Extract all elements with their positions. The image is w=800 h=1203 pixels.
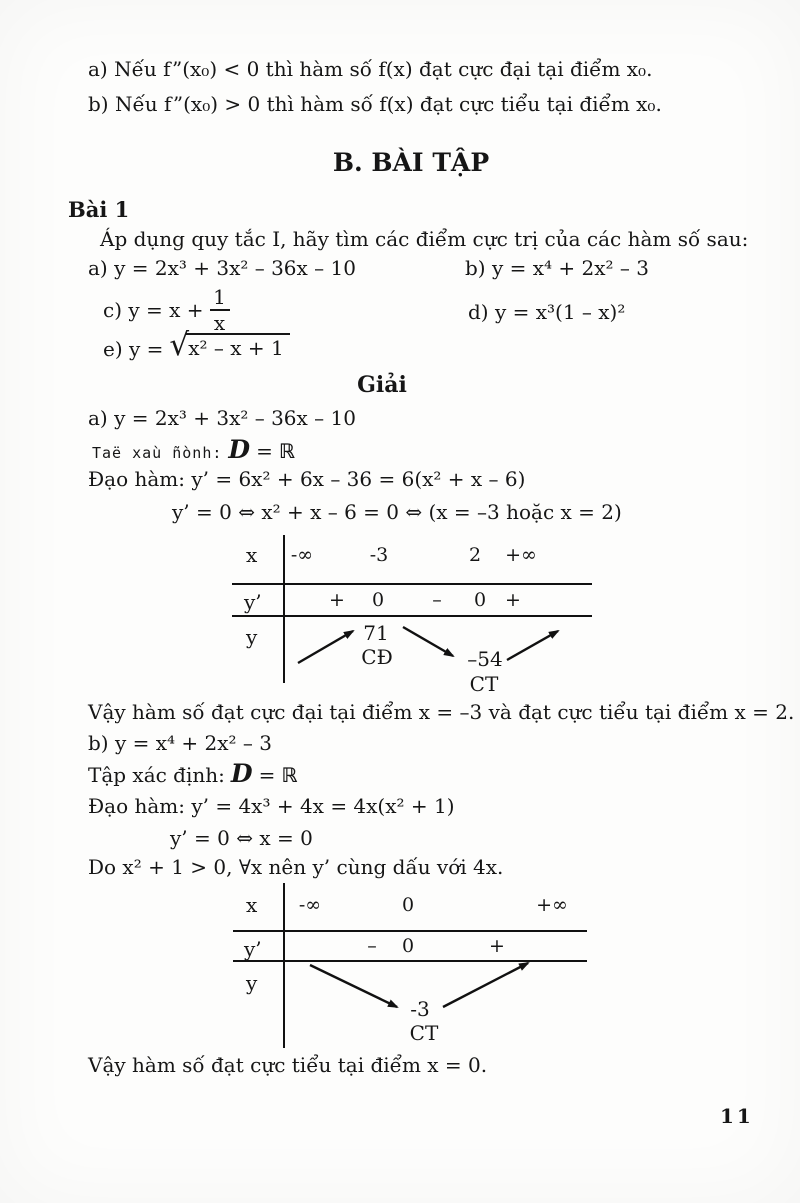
x-value: -3: [369, 544, 389, 566]
solution-b-title: b) y = x⁴ + 2x² – 3: [88, 731, 272, 755]
fraction-numerator: 1: [213, 285, 226, 309]
sign-cell: +: [505, 589, 521, 611]
sign-cell: –: [367, 935, 377, 957]
x-value: -∞: [290, 544, 314, 566]
x-value: +∞: [536, 894, 568, 916]
row-yprime-label: y’: [244, 937, 262, 961]
x-value: -∞: [298, 894, 322, 916]
maximum-label: CĐ: [361, 645, 393, 669]
sign-cell: –: [432, 589, 442, 611]
minimum-value: -3: [410, 997, 430, 1021]
row-yprime-label: y’: [244, 590, 262, 614]
domain-label-garbled: Taë xaù ñònh:: [92, 444, 223, 462]
variation-table-1: [228, 535, 610, 703]
row-x-label: x: [246, 543, 258, 567]
solution-a-conclusion: Vậy hàm số đạt cực đại tại điểm x = –3 và đạt cực tiểu tại điểm x = 2.: [88, 700, 795, 724]
table-horizontal-line-1: [233, 930, 587, 932]
minimum-label: CT: [469, 672, 499, 696]
section-heading: B. BÀI TẬP: [332, 148, 490, 177]
solution-a-domain: [92, 437, 295, 463]
decrease-arrow: [399, 622, 461, 664]
page-number: 11: [720, 1104, 754, 1128]
table-vertical-line: [283, 883, 285, 1048]
real-numbers-symbol: ℝ: [278, 439, 295, 463]
sign-cell: +: [329, 589, 345, 611]
sign-cell: 0: [371, 589, 385, 611]
sign-cell: +: [489, 935, 505, 957]
x-value: +∞: [505, 544, 537, 566]
sign-cell: 0: [401, 935, 415, 957]
problem-c: [103, 286, 230, 334]
minimum-label: CT: [409, 1021, 439, 1045]
solution-b-derivative: Đạo hàm: y’ = 4x³ + 4x = 4x(x² + 1): [88, 794, 455, 818]
script-d-symbol: D: [228, 435, 251, 464]
domain-label: Tập xác định:: [88, 763, 225, 787]
real-numbers-symbol: ℝ: [281, 763, 298, 787]
equals-sign: =: [258, 763, 276, 787]
table-vertical-line: [283, 535, 285, 683]
problem-a: a) y = 2x³ + 3x² – 36x – 10: [88, 256, 356, 280]
theorem-line-b: b) Nếu f”(x₀) > 0 thì hàm số f(x) đạt cực tiểu tại điểm x₀.: [88, 92, 662, 116]
solution-a-roots: y’ = 0 ⇔ x² + x – 6 = 0 ⇔ (x = –3 hoặc x = 2): [172, 500, 622, 524]
row-y-label: y: [246, 625, 258, 649]
solution-b-conclusion: Vậy hàm số đạt cực tiểu tại điểm x = 0.: [88, 1053, 488, 1077]
exercise-prompt: Áp dụng quy tắc I, hãy tìm các điểm cực trị của các hàm số sau:: [100, 227, 749, 251]
solution-b-domain: [88, 761, 297, 787]
solution-b-roots: y’ = 0 ⇔ x = 0: [170, 826, 313, 850]
maximum-value: 71: [363, 621, 389, 645]
table-horizontal-line-1: [232, 583, 592, 585]
solution-heading: Giải: [357, 372, 407, 398]
table-horizontal-line-2: [232, 615, 592, 617]
decrease-arrow: [306, 960, 404, 1014]
problem-b: b) y = x⁴ + 2x² – 3: [465, 256, 649, 280]
minimum-value: –54: [467, 647, 503, 671]
exercise-title: Bài 1: [68, 197, 130, 222]
problem-d: d) y = x³(1 – x)²: [468, 300, 626, 324]
variation-table-2: [228, 883, 610, 1053]
sign-cell: 0: [473, 589, 487, 611]
square-root: [169, 327, 289, 364]
radicand: x² – x + 1: [186, 333, 290, 359]
problem-e: [103, 327, 290, 364]
fraction: [210, 286, 230, 334]
problem-c-prefix: c) y = x +: [103, 298, 204, 322]
x-value: 2: [468, 544, 482, 566]
increase-arrow: [439, 958, 535, 1014]
theorem-line-a: a) Nếu f”(x₀) < 0 thì hàm số f(x) đạt cực đại tại điểm x₀.: [88, 57, 653, 81]
fraction-denominator: x: [213, 311, 226, 335]
x-value: 0: [401, 894, 415, 916]
solution-b-note: Do x² + 1 > 0, ∀x nên y’ cùng dấu với 4x.: [88, 855, 504, 879]
increase-arrow: [294, 623, 362, 669]
problem-e-prefix: e) y =: [103, 336, 164, 361]
row-x-label: x: [246, 893, 258, 917]
solution-a-title: a) y = 2x³ + 3x² – 36x – 10: [88, 406, 356, 430]
script-d-symbol: D: [230, 759, 253, 788]
increase-arrow: [503, 623, 565, 666]
equals-sign: =: [256, 439, 273, 463]
row-y-label: y: [246, 971, 258, 995]
radical-sign: √: [169, 327, 190, 363]
solution-a-derivative: Đạo hàm: y’ = 6x² + 6x – 36 = 6(x² + x – 6): [88, 467, 526, 491]
